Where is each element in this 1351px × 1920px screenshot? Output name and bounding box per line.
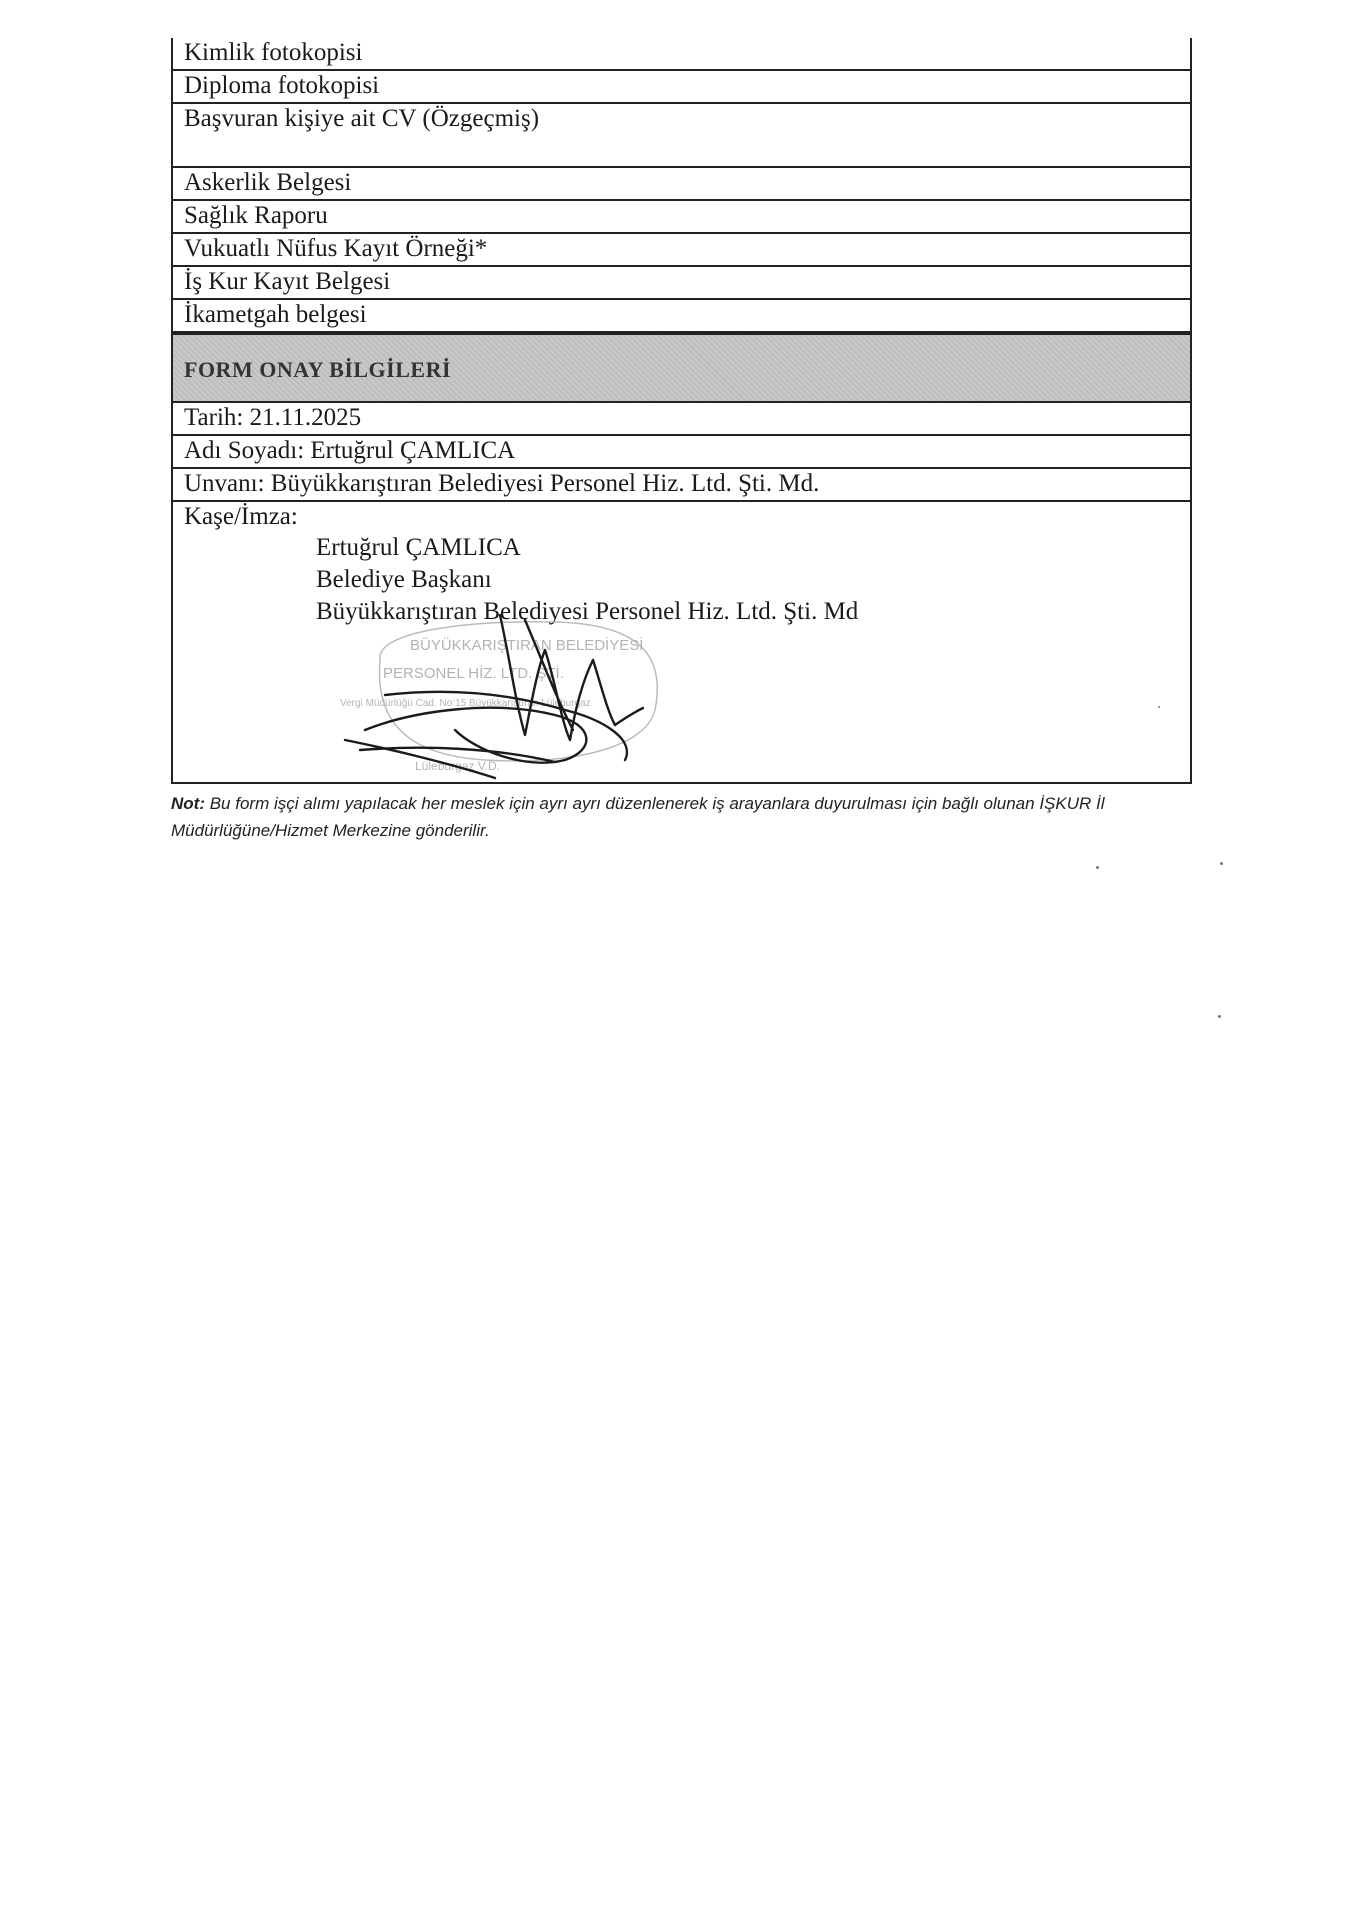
document-row: [173, 71, 1190, 104]
document-label: Askerlik Belgesi: [184, 169, 352, 196]
section-heading: FORM ONAY BİLGİLERİ: [184, 357, 452, 382]
company-stamp-and-signature: [325, 600, 725, 790]
scan-speck: [1158, 706, 1160, 708]
approval-title-row: [173, 469, 1190, 502]
document-label: Vukuatlı Nüfus Kayıt Örneği*: [184, 235, 488, 262]
scan-speck: [1096, 866, 1099, 869]
note-label: Not:: [171, 794, 205, 813]
footnote: [171, 790, 1201, 844]
stamp-line-3: Vergi Müdürlüğü Cad. No:15 Büyükkarıştıran Lüleburgaz: [340, 698, 591, 709]
document-row: [173, 201, 1190, 234]
document-label: Kimlik fotokopisi: [184, 39, 363, 66]
stamp-signature-label: Kaşe/İmza:: [184, 503, 298, 530]
approval-date: Tarih: 21.11.2025: [184, 404, 362, 431]
approval-name: Adı Soyadı: Ertuğrul ÇAMLICA: [184, 437, 516, 464]
document-row: [173, 38, 1190, 71]
document-label: Diploma fotokopisi: [184, 72, 380, 99]
document-label: İkametgah belgesi: [184, 301, 367, 328]
company-stamp: [340, 622, 657, 773]
note-text: Bu form işçi alımı yapılacak her meslek için ayrı ayrı düzenlenerek iş arayanlara duyurulması için bağlı olunan İŞKUR İl Müdürlüğüne/Hizmet Merkezine gönderilir.: [171, 794, 1105, 840]
scan-speck: [1218, 1015, 1221, 1018]
signatory-org: Büyükkarıştıran Belediyesi Personel Hiz. Ltd. Şti. Md: [316, 598, 859, 625]
signatory-name: Ertuğrul ÇAMLICA: [316, 534, 521, 561]
form-approval-header: [173, 333, 1190, 403]
document-label: İş Kur Kayıt Belgesi: [184, 268, 391, 295]
document-row: [173, 234, 1190, 267]
stamp-line-1: BÜYÜKKARIŞTIRAN BELEDİYESİ: [410, 637, 644, 654]
document-label: Sağlık Raporu: [184, 202, 328, 229]
document-row: [173, 168, 1190, 201]
document-label: Başvuran kişiye ait CV (Özgeçmiş): [184, 105, 540, 132]
signatory-role: Belediye Başkanı: [316, 566, 492, 593]
approval-title: Unvanı: Büyükkarıştıran Belediyesi Personel Hiz. Ltd. Şti. Md.: [184, 470, 820, 497]
stamp-line-2: PERSONEL HİZ. LTD. ŞTİ.: [383, 665, 564, 682]
approval-name-row: [173, 436, 1190, 469]
stamp-line-4: Lüleburgaz V.D.: [415, 759, 500, 773]
document-row: [173, 104, 1190, 168]
document-row: [173, 300, 1190, 333]
document-row: [173, 267, 1190, 300]
approval-date-row: [173, 403, 1190, 436]
scan-speck: [1220, 862, 1223, 865]
